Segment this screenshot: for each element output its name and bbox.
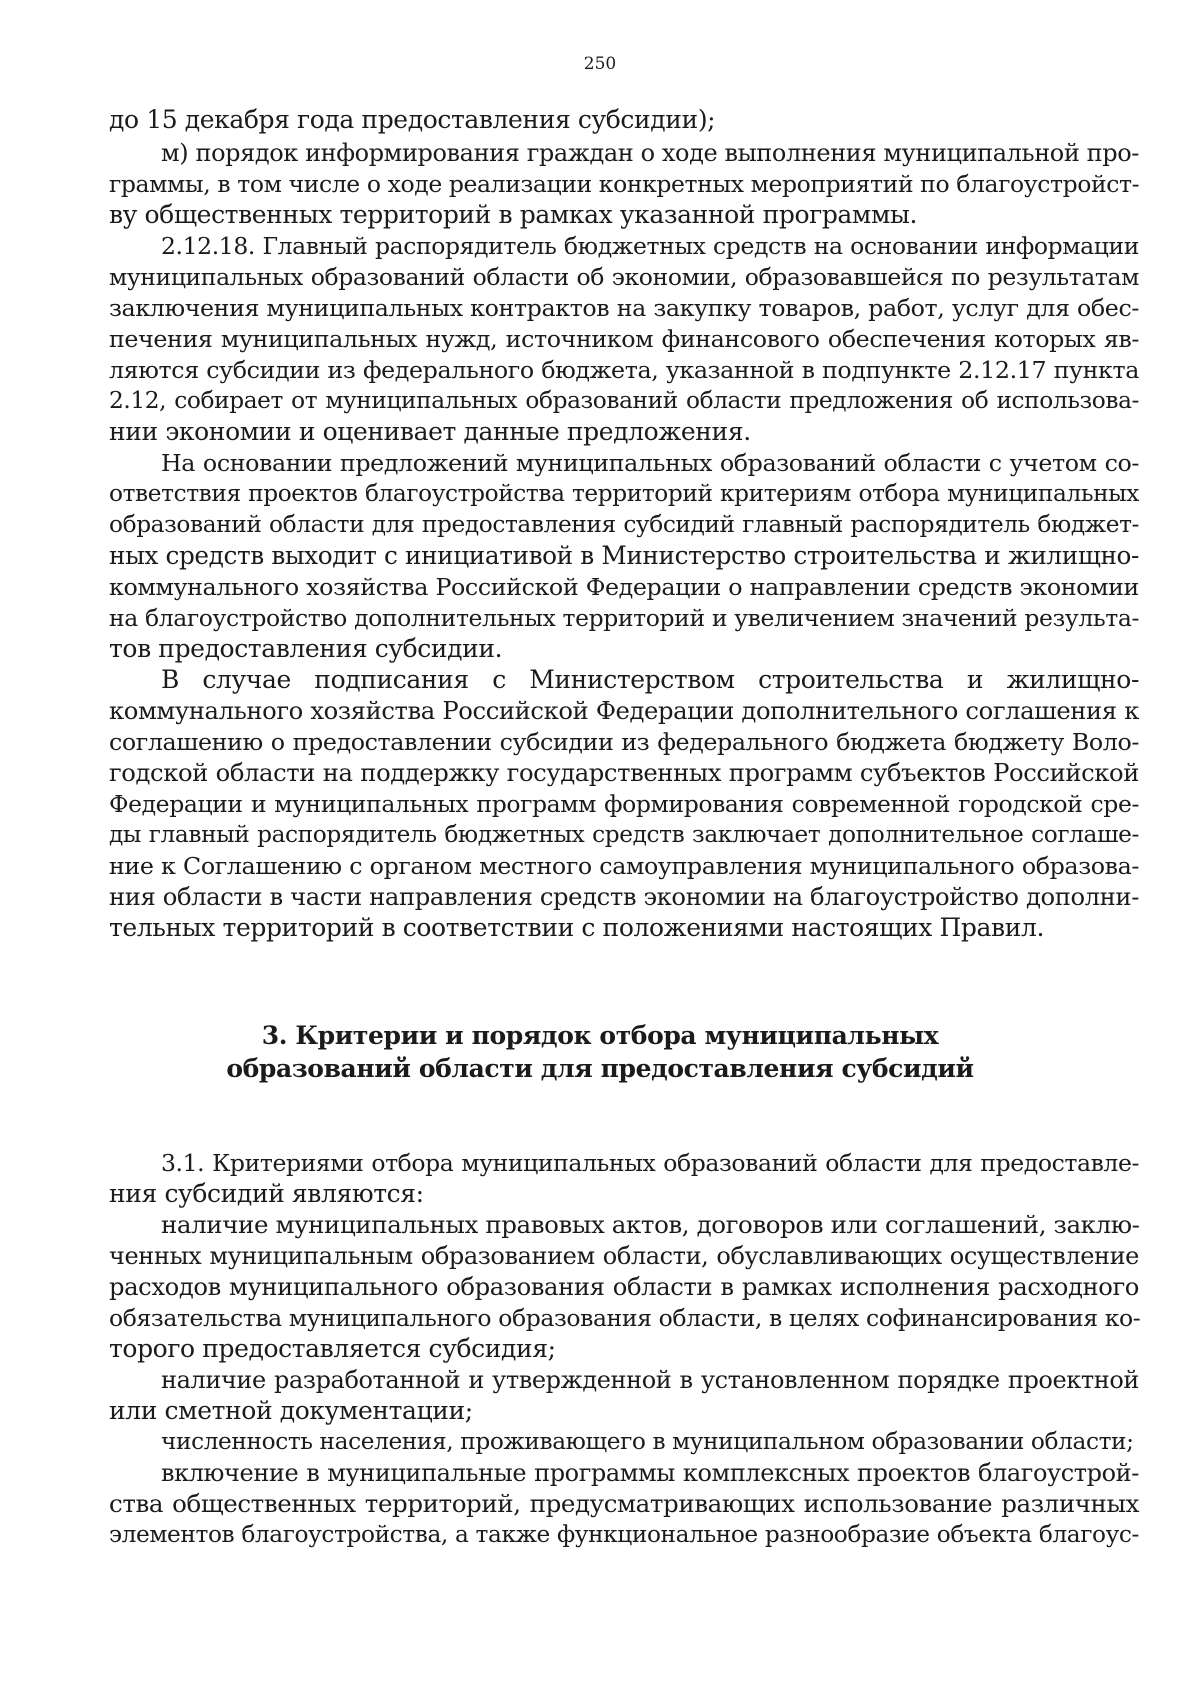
text-line: нии экономии и оценивает данные предложения. bbox=[109, 417, 751, 446]
text-line: до 15 декабря года предоставления субсидии); bbox=[109, 105, 716, 134]
text-line: численность населения, проживающего в муниципальном образовании области; bbox=[161, 1428, 1134, 1455]
section-heading-line: 3. Критерии и порядок отбора муниципальных bbox=[261, 1021, 939, 1050]
text-line: ляются субсидии из федерального бюджета, указанной в подпункте 2.12.17 пункта bbox=[109, 356, 1139, 384]
text-line: ды главный распорядитель бюджетных средств заключает дополнительное соглаше- bbox=[109, 821, 1139, 848]
text-line: 3.1. Критериями отбора муниципальных образований области для предоставле- bbox=[161, 1149, 1139, 1177]
text-line: элементов благоустройства, а также функциональное разнообразие объекта благоус- bbox=[109, 1521, 1139, 1548]
section-heading-line: образований области для предоставления субсидий bbox=[226, 1054, 974, 1083]
text-line: заключения муниципальных контрактов на закупку товаров, работ, услуг для обес- bbox=[109, 294, 1139, 322]
text-line: ства общественных территорий, предусматривающих использование различных bbox=[109, 1489, 1139, 1518]
text-line: расходов муниципального образования области в рамках исполнения расходного bbox=[109, 1272, 1139, 1301]
text-line: соглашению о предоставлении субсидии из федерального бюджета бюджету Воло- bbox=[109, 728, 1139, 756]
text-line: ву общественных территорий в рамках указанной программы. bbox=[109, 200, 918, 229]
text-line: наличие муниципальных правовых актов, договоров или соглашений, заклю- bbox=[161, 1210, 1140, 1239]
text-line: тов предоставления субсидии. bbox=[109, 634, 503, 663]
text-line: ченных муниципальным образованием области, обуславливающих осуществление bbox=[109, 1242, 1139, 1270]
text-line: ния области в части направления средств экономии на благоустройство дополни- bbox=[109, 882, 1139, 911]
text-line: коммунального хозяйства Российской Федерации о направлении средств экономии bbox=[109, 573, 1139, 601]
text-line: муниципальных образований области об экономии, образовавшейся по результатам bbox=[109, 263, 1139, 291]
text-line: образований области для предоставления субсидий главный распорядитель бюджет- bbox=[109, 511, 1139, 538]
text-line: граммы, в том числе о ходе реализации конкретных мероприятий по благоустройст- bbox=[109, 170, 1140, 198]
text-line: ных средств выходит с инициативой в Министерство строительства и жилищно- bbox=[109, 541, 1139, 570]
page-number: 250 bbox=[583, 54, 617, 74]
text-line: ответствия проектов благоустройства территорий критериям отбора муниципальных bbox=[109, 480, 1139, 507]
text-line: годской области на поддержку государственных программ субъектов Российской bbox=[109, 758, 1139, 787]
text-line: коммунального хозяйства Российской Федерации дополнительного соглашения к bbox=[109, 696, 1139, 725]
text-line: ния субсидий являются: bbox=[109, 1179, 424, 1208]
text-line: тельных территорий в соответствии с положениями настоящих Правил. bbox=[109, 913, 1044, 942]
text-line: 2.12.18. Главный распорядитель бюджетных средств на основании информации bbox=[161, 232, 1139, 260]
text-line: ние к Соглашению с органом местного самоуправления муниципального образова- bbox=[109, 852, 1139, 880]
text-line: торого предоставляется субсидия; bbox=[109, 1334, 556, 1363]
text-line: Федерации и муниципальных программ формирования современной городской сре- bbox=[109, 790, 1139, 818]
text-line: включение в муниципальные программы комплексных проектов благоустрой- bbox=[161, 1459, 1139, 1487]
text-line: наличие разработанной и утвержденной в установленном порядке проектной bbox=[161, 1366, 1139, 1394]
text-line: обязательства муниципального образования области, в целях софинансирования ко- bbox=[109, 1304, 1141, 1332]
text-line: или сметной документации; bbox=[109, 1396, 473, 1425]
text-line: м) порядок информирования граждан о ходе выполнения муниципальной про- bbox=[161, 139, 1139, 167]
text-line: 2.12, собирает от муниципальных образований области предложения об использова- bbox=[109, 387, 1139, 414]
text-line: В случае подписания с Министерством строительства и жилищно- bbox=[161, 665, 1139, 694]
text-line: На основании предложений муниципальных образований области с учетом со- bbox=[161, 449, 1139, 477]
text-line: печения муниципальных нужд, источником финансового обеспечения которых яв- bbox=[109, 325, 1139, 353]
text-line: на благоустройство дополнительных территорий и увеличением значений результа- bbox=[109, 604, 1139, 632]
